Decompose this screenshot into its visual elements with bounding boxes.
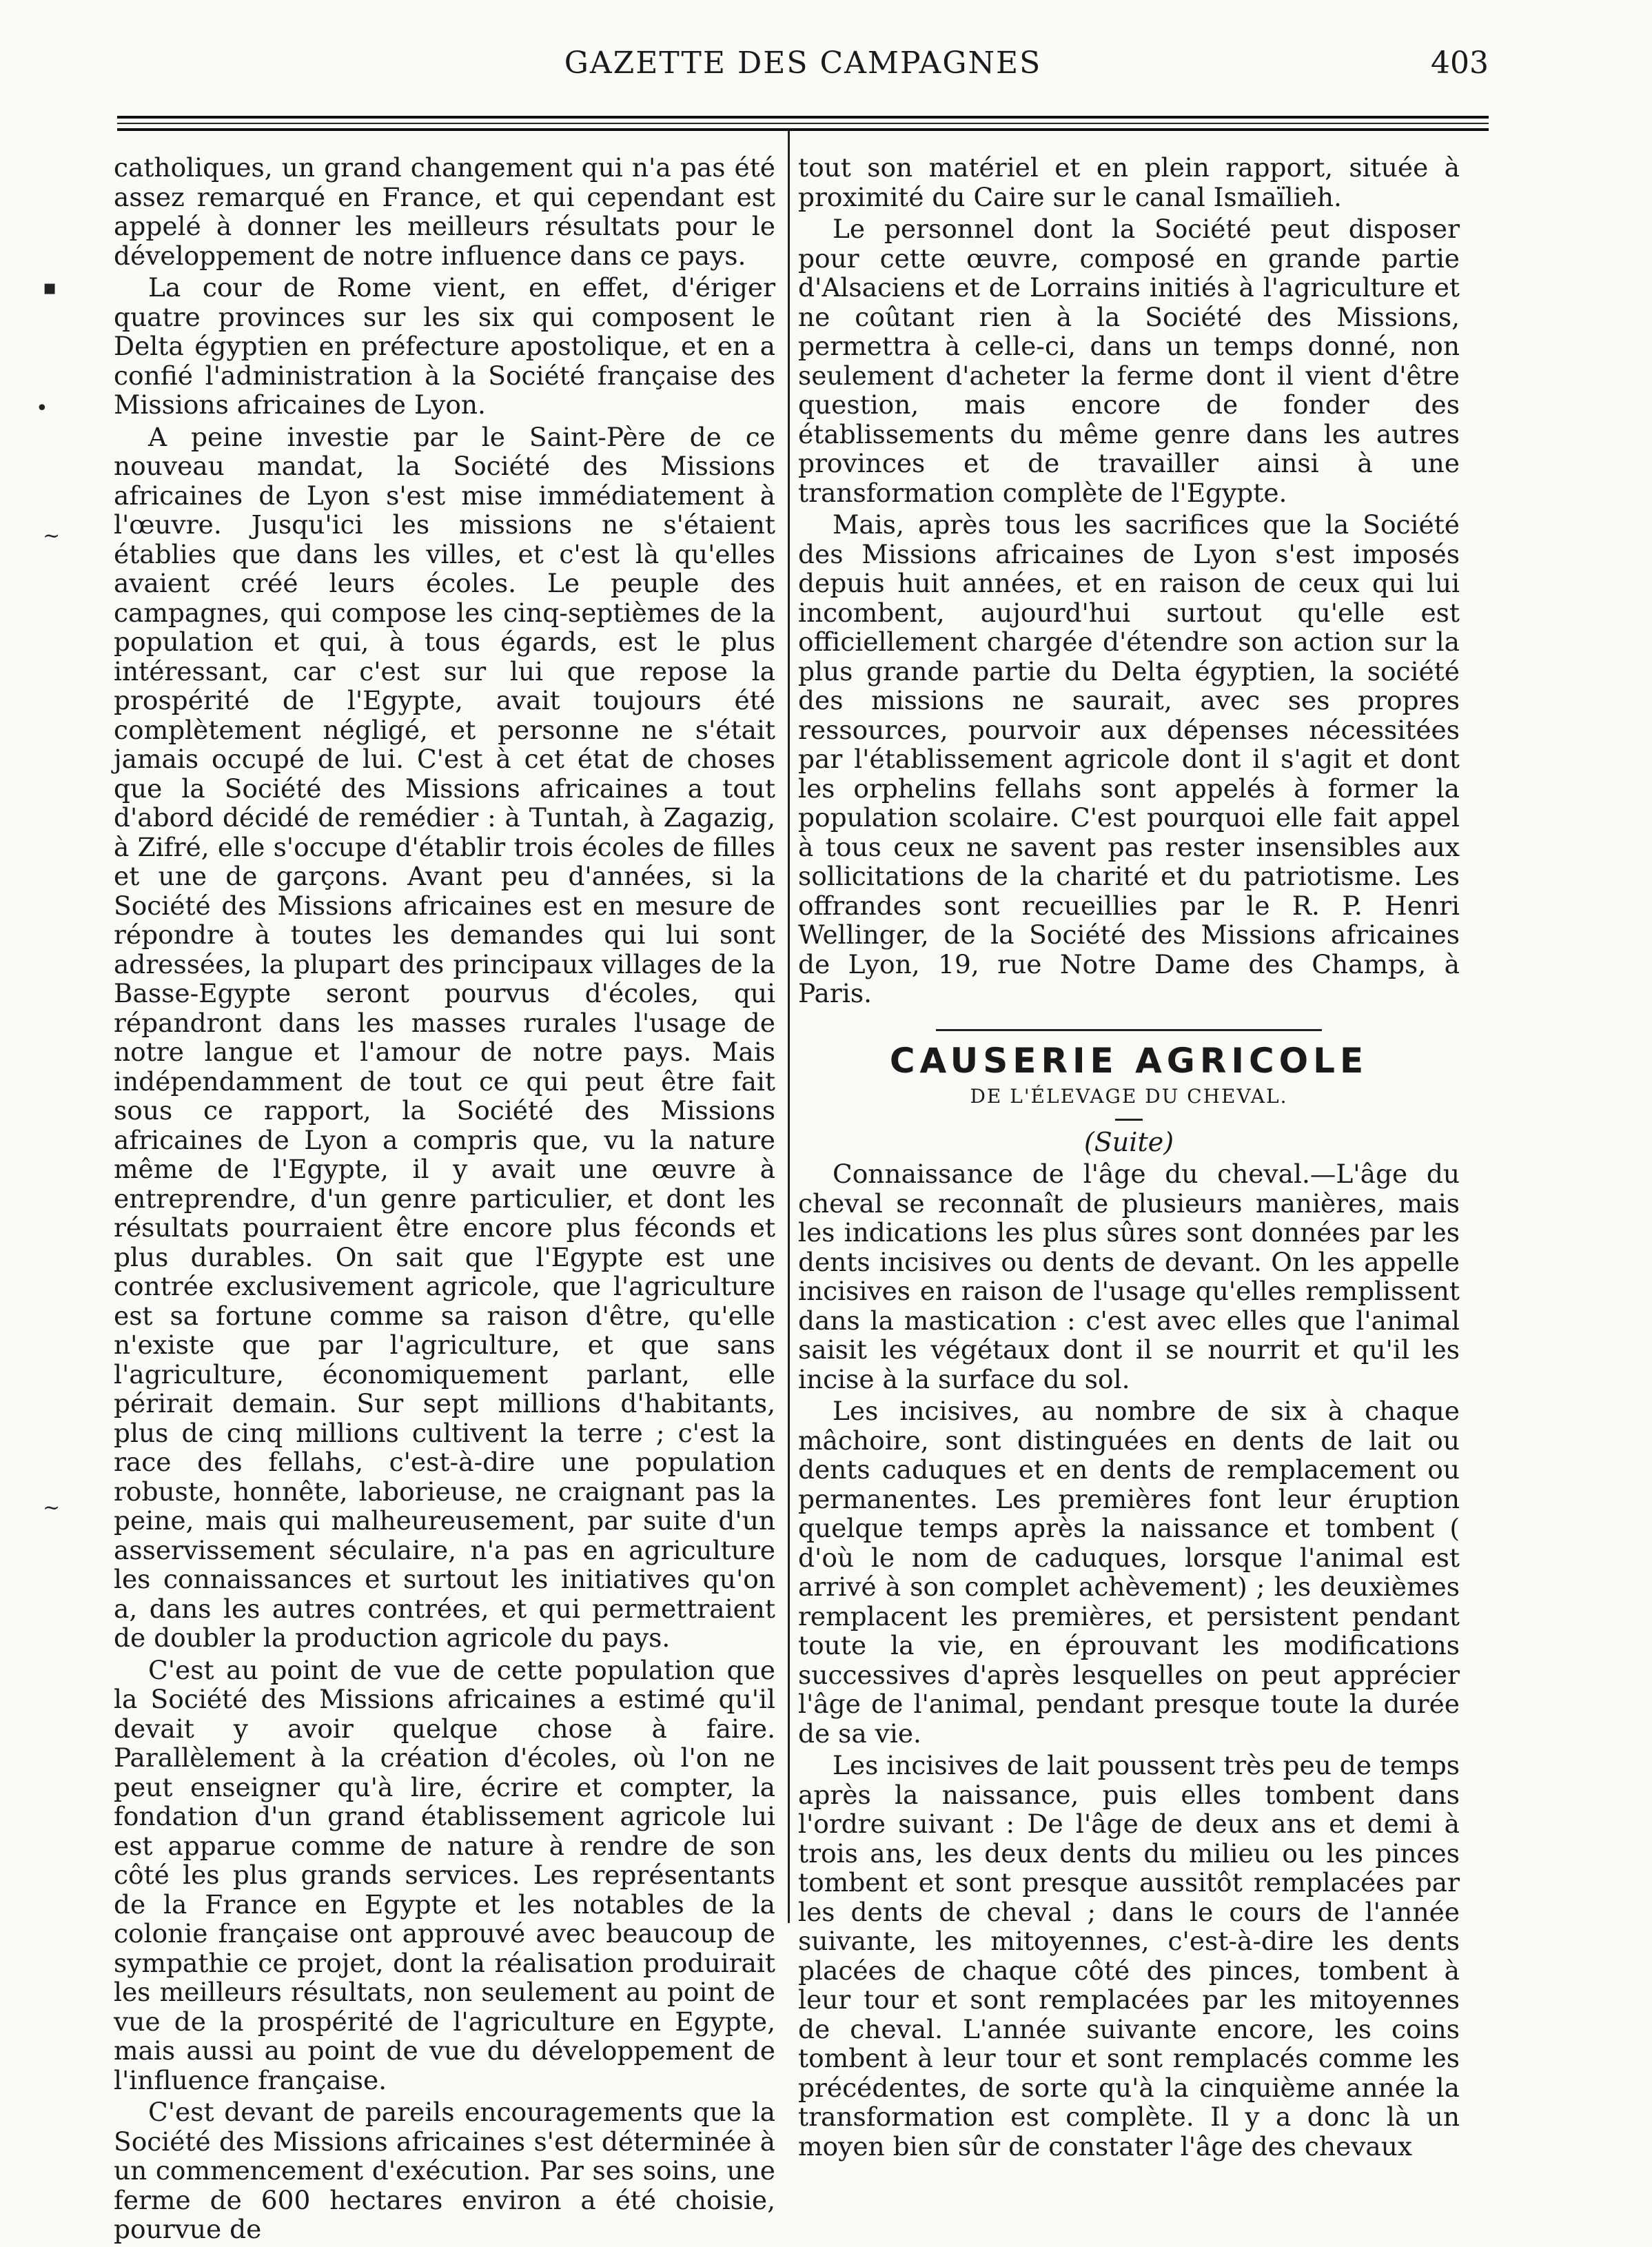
right-paragraph-3: Mais, après tous les sacrifices que la Société des Missions africaines de Lyon s'est imposés depuis huit années, et en raison de ceux qui lui incombent, aujourd'hui surtout qu'elle est officiellement chargée d'étendre son action sur la plus grande partie du Delta égyptien, la société des missions ne saurait, avec ses propres ressources, pourvoir aux dépenses nécessitées par l'établissement agricole dont il s'agit et dont les orphelins fellahs sont appelés à former la population scolaire. C'est pourquoi elle fait appel à tous ceux ne savent pas rester insensibles aux sollicitations de la charité et du patriotisme. Les offrandes sont recueillies par le R. P. Henri Wellinger, de la Société des Missions africaines de Lyon, 19, rue Notre Dame des Champs, à Paris. <box>798 509 1460 1008</box>
right-paragraph-2: Le personnel dont la Société peut disposer pour cette œuvre, composé en grande partie d'Alsaciens et de Lorrains initiés à l'agriculture et ne coûtant rien à la Société des Missions, permettra à celle-ci, dans un temps donné, non seulement d'acheter la ferme dont il vient d'être question, mais encore de fonder des établissements du même genre dans les autres provinces et de travailler ainsi à une transformation complète de l'Egypte. <box>798 214 1460 508</box>
right-paragraph-5: Les incisives, au nombre de six à chaque mâchoire, sont distinguées en dents de lait ou dents caduques et en dents de remplacement ou permanentes. Les premières font leur éruption quelque temps après la naissance et tombent ( d'où le nom de caduques, lorsque l'animal est arrivé à son complet achèvement) ; les deuxièmes remplacent les premières, et persistent pendant toute la vie, en éprouvant les modifications successives d'après lesquelles on peut apprécier l'âge de l'animal, pendant presque toute la durée de sa vie. <box>798 1396 1460 1749</box>
section-subtitle: DE L'ÉLEVAGE DU CHEVAL. <box>970 1085 1288 1108</box>
margin-mark-1: ▪ <box>43 276 57 300</box>
section-short-rule <box>1115 1119 1143 1121</box>
column-divider <box>788 131 790 1923</box>
right-column <box>798 153 1460 2164</box>
right-paragraph-4: Connaissance de l'âge du cheval.—L'âge du cheval se reconnaît de plusieurs manières, mais les indications les plus sûres sont données par les dents incisives ou dents de devant. On les appelle incisives en raison de l'usage qu'elles remplissent dans la mastication : c'est avec elles que l'animal saisit les végétaux dont il se nourrit et qu'il les incise à la surface du sol. <box>798 1159 1460 1394</box>
section-suite: (Suite) <box>1083 1126 1174 1157</box>
header-rule-top <box>117 116 1489 119</box>
page-header <box>117 41 1489 90</box>
left-column <box>114 153 775 2247</box>
left-paragraph-5: C'est devant de pareils encouragements que la Société des Missions africaines s'est déterminée à un commencement d'exécution. Par ses soins, une ferme de 600 hectares environ a été choisie, pourvue de <box>114 2097 775 2244</box>
header-rule-middle <box>117 123 1489 124</box>
margin-mark-2: • <box>36 396 48 420</box>
newspaper-title: GAZETTE DES CAMPAGNES <box>564 45 1042 81</box>
right-paragraph-1: tout son matériel et en plein rapport, située à proximité du Caire sur le canal Ismaïlieh. <box>798 152 1460 212</box>
margin-mark-4: ~ <box>43 1496 61 1520</box>
left-paragraph-2: La cour de Rome vient, en effet, d'ériger quatre provinces sur les six qui composent le Delta égyptien en préfecture apostolique, et en a confié l'administration à la Société française des Missions africaines de Lyon. <box>114 272 775 420</box>
section-title: CAUSERIE AGRICOLE <box>889 1040 1369 1081</box>
section-rule <box>936 1029 1322 1031</box>
page-number: 403 <box>1431 45 1489 81</box>
right-paragraph-6: Les incisives de lait poussent très peu de temps après la naissance, puis elles tombent dans l'ordre suivant : De l'âge de deux ans et demi à trois ans, les deux dents du milieu ou les pinces tombent et sont presque aussitôt remplacées par les dents de cheval ; dans le cours de l'année suivante, les mitoyennes, c'est-à-dire les dents placées de chaque côté des pinces, tombent à leur tour et sont remplacées par les mitoyennes de cheval. L'année suivante encore, les coins tombent à leur tour et sont remplacés comme les précédentes, de sorte qu'à la cinquième année la transformation est complète. Il y a donc là un moyen bien sûr de constater l'âge des chevaux <box>798 1750 1460 2162</box>
left-paragraph-3: A peine investie par le Saint-Père de ce nouveau mandat, la Société des Missions africaines de Lyon s'est mise immédiatement à l'œuvre. Jusqu'ici les missions ne s'étaient établies que dans les villes, et c'est là qu'elles avaient créé leurs écoles. Le peuple des campagnes, qui compose les cinq-septièmes de la population et qui, à tous égards, est le plus intéressant, car c'est sur lui que repose la prospérité de l'Egypte, avait toujours été complètement négligé, et personne ne s'était jamais occupé de lui. C'est à cet état de choses que la Société des Missions africaines a tout d'abord décidé de remédier : à Tuntah, à Zagazig, à Zifré, elle s'occupe d'établir trois écoles de filles et une de garçons. Avant peu d'années, si la Société des Missions africaines est en mesure de répondre à toutes les demandes qui lui sont adressées, la plupart des principaux villages de la Basse-Egypte seront pourvus d'écoles, qui répandront dans les masses rurales l'usage de notre langue et l'amour de notre pays. Mais indépendamment de tout ce qui peut être fait sous ce rapport, la Société des Missions africaines de Lyon a compris que, vu la nature même de l'Egypte, il y avait une œuvre à entreprendre, d'un genre particulier, et dont les résultats pourraient être encore plus féconds et plus durables. On sait que l'Egypte est une contrée exclusivement agricole, que l'agriculture est sa fortune comme sa raison d'être, qu'elle n'existe que par l'agriculture, et que sans l'agriculture, économiquement parlant, elle périrait demain. Sur sept millions d'habitants, plus de cinq millions cultivent la terre ; c'est la race des fellahs, c'est-à-dire une population robuste, honnête, laborieuse, ne craignant pas la peine, mais qui malheureusement, par suite d'un asservissement séculaire, n'a pas en agriculture les connaissances et surtout les initiatives qu'on a, dans les autres contrées, et qui permettraient de doubler la production agricole du pays. <box>114 421 775 1653</box>
left-paragraph-4: C'est au point de vue de cette population que la Société des Missions africaines a estimé qu'il devait y avoir quelque chose à faire. Parallèlement à la création d'écoles, où l'on ne peut enseigner qu'à lire, écrire et compter, la fondation d'un grand établissement agricole lui est apparue comme de nature à rendre de son côté les plus grands services. Les représentants de la France en Egypte et les notables de la colonie française ont approuvé avec beaucoup de sympathie ce projet, dont la réalisation produirait les meilleurs résultats, non seulement au point de vue de la prospérité de l'agriculture en Egypte, mais aussi au point de vue du développement de l'influence française. <box>114 1654 775 2095</box>
header-rule-bottom <box>117 128 1489 131</box>
left-paragraph-1: catholiques, un grand changement qui n'a pas été assez remarqué en France, et qui cependant est appelé à donner les meilleurs résultats pour le développement de notre influence dans ce pays. <box>114 152 775 271</box>
margin-mark-3: ~ <box>43 524 61 548</box>
